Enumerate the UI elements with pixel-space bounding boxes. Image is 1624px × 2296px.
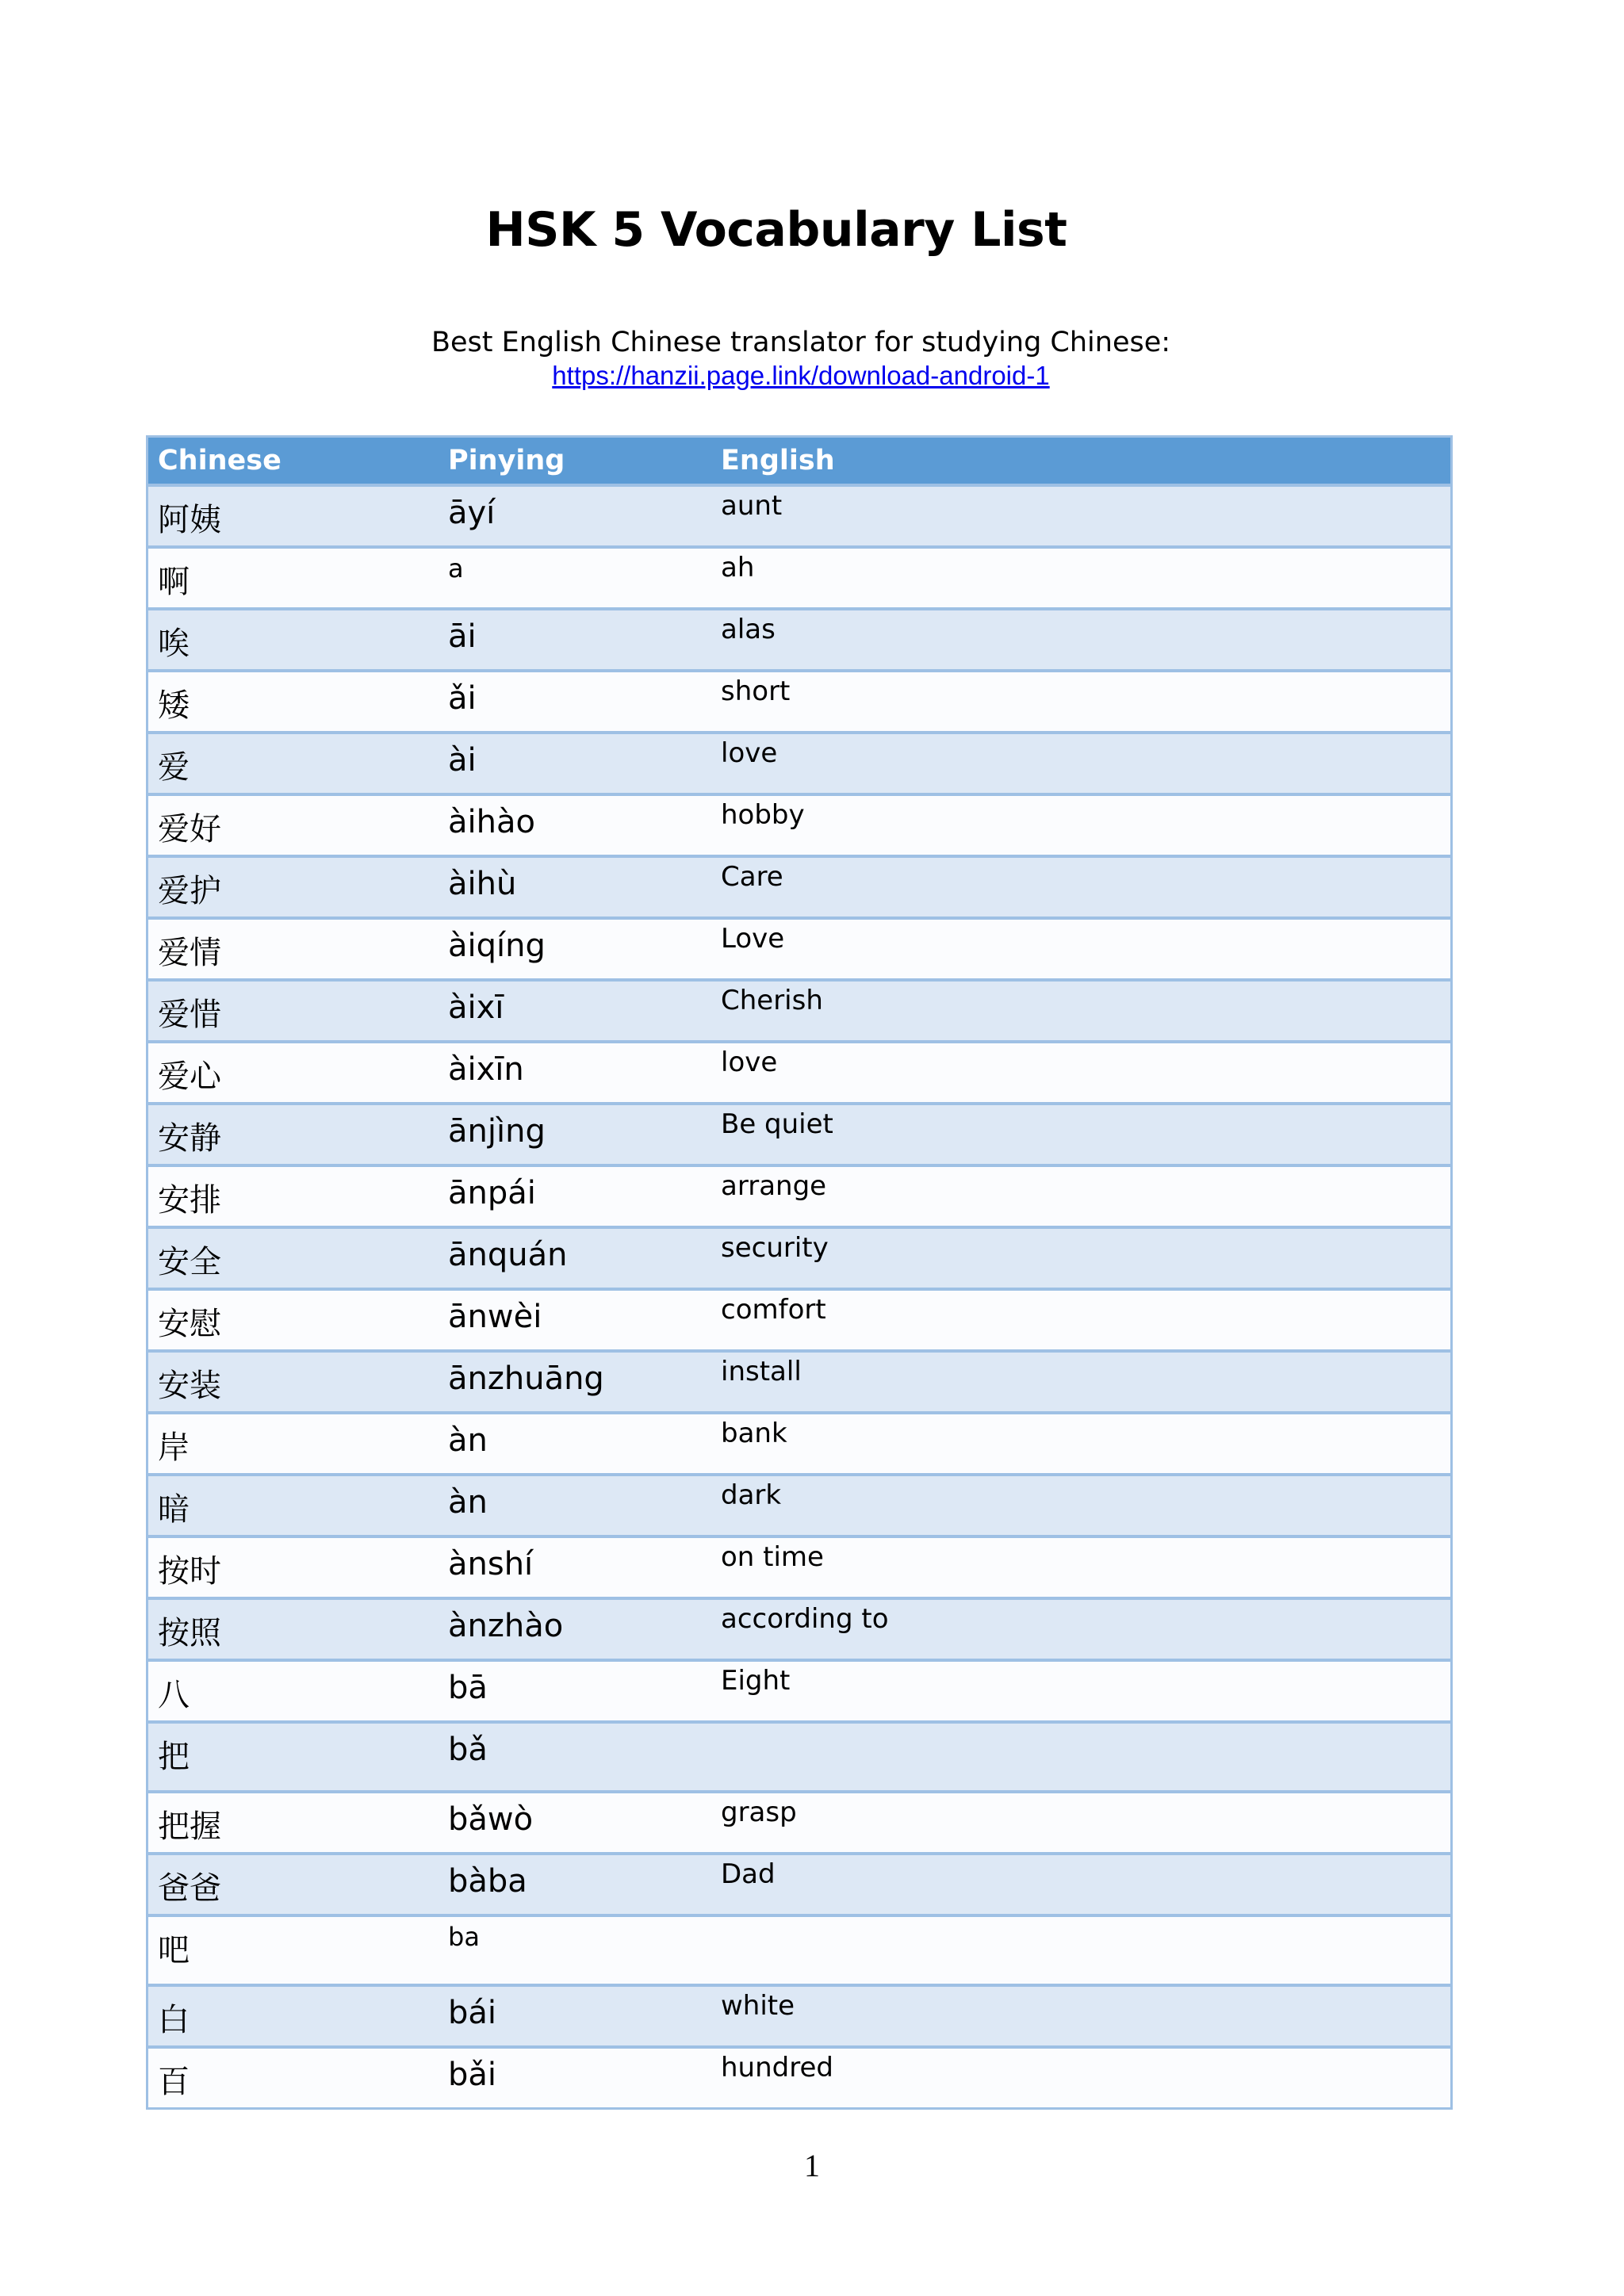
cell-pinyin: āyí [448, 495, 496, 531]
table-row [148, 1040, 1450, 1102]
cell-english: short [721, 675, 791, 707]
cell-english: Be quiet [721, 1108, 833, 1140]
table-row [148, 1349, 1450, 1411]
table-row [148, 1164, 1450, 1226]
document-subtitle: Best English Chinese translator for studying Chinese: [431, 327, 1171, 358]
cell-chinese: 矮 [158, 687, 190, 724]
cell-english: bank [721, 1418, 787, 1449]
table-header-row [148, 438, 1450, 484]
cell-english: Eight [721, 1665, 791, 1697]
cell-pinyin: bǎwò [448, 1801, 534, 1838]
cell-pinyin: àn [448, 1422, 488, 1459]
table-row [148, 978, 1450, 1040]
cell-pinyin: àixīn [448, 1051, 524, 1088]
cell-english: love [721, 1047, 778, 1078]
cell-english [714, 1917, 1450, 1984]
cell-chinese: 安排 [158, 1182, 221, 1219]
cell-chinese: 安静 [158, 1120, 221, 1157]
cell-pinyin: ānpái [448, 1175, 536, 1211]
cell-chinese: 啊 [158, 564, 190, 600]
cell-chinese: 暗 [158, 1491, 190, 1528]
cell-pinyin: a [448, 553, 464, 584]
cell-pinyin: bàba [448, 1863, 527, 1900]
cell-chinese: 岸 [158, 1429, 190, 1466]
cell-chinese: 爱 [158, 749, 190, 786]
cell-pinyin: àn [448, 1484, 488, 1521]
cell-chinese: 唉 [158, 626, 190, 662]
cell-pinyin: ài [448, 742, 477, 779]
cell-chinese: 白 [158, 2002, 190, 2038]
cell-pinyin: ānquán [448, 1237, 568, 1273]
cell-chinese: 爱护 [158, 873, 221, 909]
cell-pinyin: āi [448, 618, 477, 655]
cell-pinyin: àiqíng [448, 928, 546, 964]
table-row [148, 916, 1450, 978]
table-row [148, 731, 1450, 793]
header-pinyin: Pinying [448, 445, 565, 476]
cell-chinese: 阿姨 [158, 502, 221, 538]
cell-english: alas [721, 614, 776, 645]
cell-pinyin: ānzhuāng [448, 1360, 604, 1397]
cell-pinyin: ànzhào [448, 1608, 564, 1644]
cell-chinese: 把握 [158, 1808, 221, 1845]
cell-pinyin: bái [448, 1995, 497, 2031]
cell-pinyin: bǎi [448, 2057, 497, 2093]
cell-english: love [721, 737, 778, 769]
cell-pinyin: àihù [448, 866, 517, 902]
table-row [148, 545, 1450, 607]
cell-english: Love [721, 923, 785, 955]
cell-english: ah [721, 552, 755, 584]
table-row [148, 1720, 1450, 1790]
cell-pinyin: ǎi [448, 680, 477, 717]
table-row [148, 669, 1450, 731]
cell-chinese: 按时 [158, 1553, 221, 1590]
cell-pinyin: àihào [448, 804, 535, 840]
header-english: English [721, 445, 835, 476]
cell-english: arrange [721, 1170, 827, 1202]
cell-chinese: 把 [158, 1739, 190, 1775]
cell-english: comfort [721, 1294, 826, 1326]
cell-chinese: 百 [158, 2064, 190, 2100]
cell-chinese: 吧 [158, 1932, 190, 1969]
cell-english: on time [721, 1541, 824, 1573]
table-row [148, 1914, 1450, 1984]
table-row [148, 1790, 1450, 1852]
document-title: HSK 5 Vocabulary List [485, 202, 1067, 258]
cell-english: hobby [721, 799, 805, 831]
table-row [148, 1597, 1450, 1659]
table-row [148, 1102, 1450, 1164]
cell-chinese: 爱情 [158, 935, 221, 971]
cell-pinyin: ànshí [448, 1546, 534, 1582]
table-row [148, 855, 1450, 916]
table-row [148, 1984, 1450, 2045]
table-row [148, 1852, 1450, 1914]
page-number: 1 [804, 2148, 820, 2183]
download-link[interactable]: https://hanzii.page.link/download-android-1 [552, 361, 1050, 390]
cell-pinyin: ānwèi [448, 1299, 542, 1335]
cell-chinese: 爱好 [158, 811, 221, 848]
cell-english: white [721, 1990, 795, 2022]
cell-english: security [721, 1232, 829, 1264]
cell-english [714, 1724, 1450, 1790]
table-row [148, 484, 1450, 545]
vocabulary-table [146, 435, 1453, 2110]
table-row [148, 1411, 1450, 1473]
cell-english: hundred [721, 2052, 833, 2084]
cell-chinese: 按照 [158, 1615, 221, 1651]
cell-pinyin: bā [448, 1670, 488, 1706]
cell-chinese: 八 [158, 1677, 190, 1713]
cell-chinese: 爱心 [158, 1058, 221, 1095]
cell-english: aunt [721, 490, 783, 522]
table-row [148, 2045, 1450, 2107]
table-row [148, 1535, 1450, 1597]
cell-pinyin: ānjìng [448, 1113, 546, 1150]
table-row [148, 607, 1450, 669]
cell-chinese: 安装 [158, 1368, 221, 1404]
cell-english: Cherish [721, 985, 823, 1016]
table-row [148, 1288, 1450, 1349]
cell-english: grasp [721, 1797, 797, 1828]
cell-english: dark [721, 1479, 782, 1511]
table-row [148, 1659, 1450, 1720]
table-row [148, 793, 1450, 855]
cell-pinyin: bǎ [448, 1732, 488, 1768]
cell-english: Care [721, 861, 783, 893]
header-chinese: Chinese [158, 445, 282, 476]
cell-chinese: 爱惜 [158, 997, 221, 1033]
cell-pinyin: ba [448, 1922, 480, 1952]
cell-chinese: 爸爸 [158, 1870, 221, 1907]
cell-english: Dad [721, 1858, 776, 1890]
cell-english: according to [721, 1603, 889, 1635]
cell-chinese: 安全 [158, 1244, 221, 1280]
cell-english: install [721, 1356, 802, 1387]
table-row [148, 1473, 1450, 1535]
cell-chinese: 安慰 [158, 1306, 221, 1342]
cell-pinyin: àixī [448, 989, 504, 1026]
table-row [148, 1226, 1450, 1288]
